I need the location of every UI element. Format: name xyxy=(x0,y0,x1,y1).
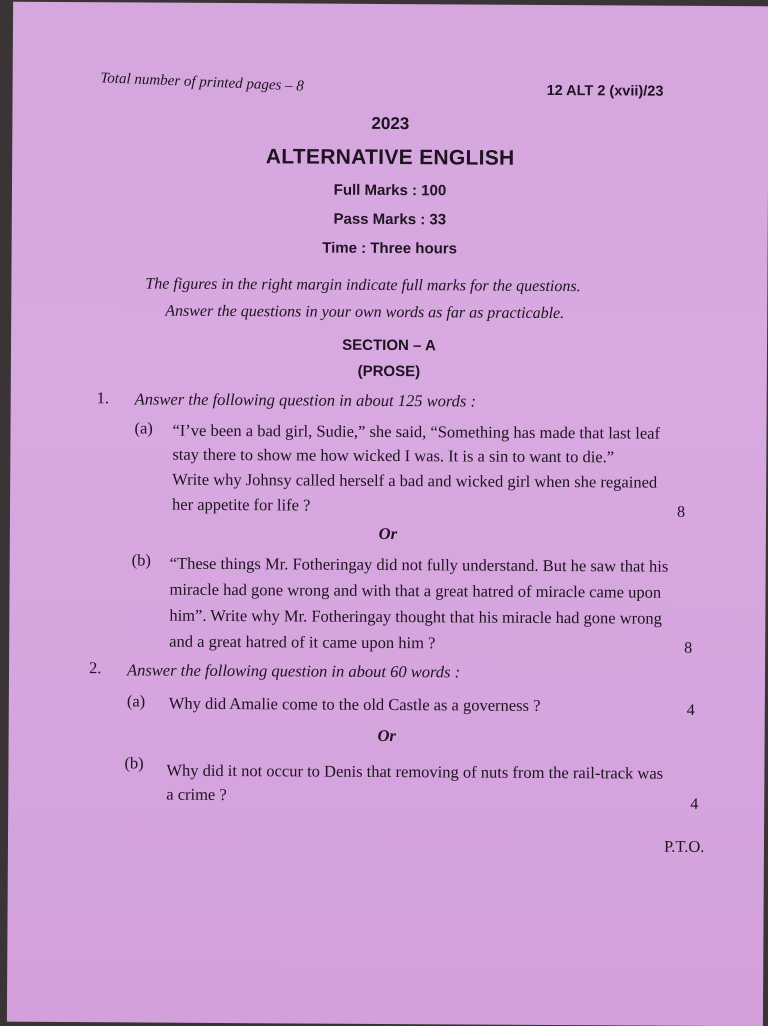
section-subtitle: (PROSE) xyxy=(357,362,421,381)
option-line: stay there to show me how wicked I was. It is a sin to want to die.” xyxy=(172,444,615,467)
option-label: (a) xyxy=(134,418,153,438)
option-line: Write why Johnsy called herself a bad and wicked girl when she regained xyxy=(172,469,658,492)
exam-year: 2023 xyxy=(371,113,410,134)
or-separator: Or xyxy=(377,725,396,746)
option-line: miracle had gone wrong and with that a great hatred of miracle came upon xyxy=(169,579,662,602)
option-line: her appetite for life ? xyxy=(171,494,311,515)
question-number: 1. xyxy=(96,388,110,408)
full-marks: Full Marks : 100 xyxy=(333,181,447,200)
printed-pages-note: Total number of printed pages – 8 xyxy=(100,70,305,95)
option-line: a crime ? xyxy=(166,784,227,805)
exam-paper xyxy=(7,2,768,1026)
option-line: him”. Write why Mr. Fotheringay thought that his miracle had gone wrong xyxy=(169,605,663,628)
question-prompt: Answer the following question in about 125 words : xyxy=(134,389,477,411)
please-turn-over: P.T.O. xyxy=(663,836,705,856)
instruction-line-1: The figures in the right margin indicate full marks for the questions. xyxy=(145,275,581,296)
option-label: (b) xyxy=(124,753,144,773)
paper-code: 12 ALT 2 (xvii)/23 xyxy=(546,82,664,100)
instruction-line-2: Answer the questions in your own words as far as practicable. xyxy=(165,302,565,323)
option-line: Why did it not occur to Denis that removing of nuts from the rail-track was xyxy=(166,760,664,783)
marks-value: 4 xyxy=(690,795,699,813)
option-label: (a) xyxy=(126,691,146,711)
section-title: SECTION – A xyxy=(342,336,436,355)
question-prompt: Answer the following question in about 60 words : xyxy=(126,660,461,682)
option-line: “I’ve been a bad girl, Sudie,” she said, “Something has made that last leaf xyxy=(172,420,661,443)
marks-value: 4 xyxy=(686,701,695,719)
option-line: “These things Mr. Fotheringay did not fully understand. But he saw that his xyxy=(169,553,669,576)
subject-title: ALTERNATIVE ENGLISH xyxy=(265,145,515,170)
marks-value: 8 xyxy=(676,503,686,521)
pass-marks: Pass Marks : 33 xyxy=(333,210,447,229)
option-label: (b) xyxy=(131,550,152,570)
or-separator: Or xyxy=(378,523,398,544)
question-number: 2. xyxy=(88,658,102,678)
time-allowed: Time : Three hours xyxy=(322,239,458,258)
marks-value: 8 xyxy=(684,639,693,657)
option-line: Why did Amalie come to the old Castle as a governess ? xyxy=(168,693,541,715)
option-line: and a great hatred of it came upon him ? xyxy=(169,631,436,653)
